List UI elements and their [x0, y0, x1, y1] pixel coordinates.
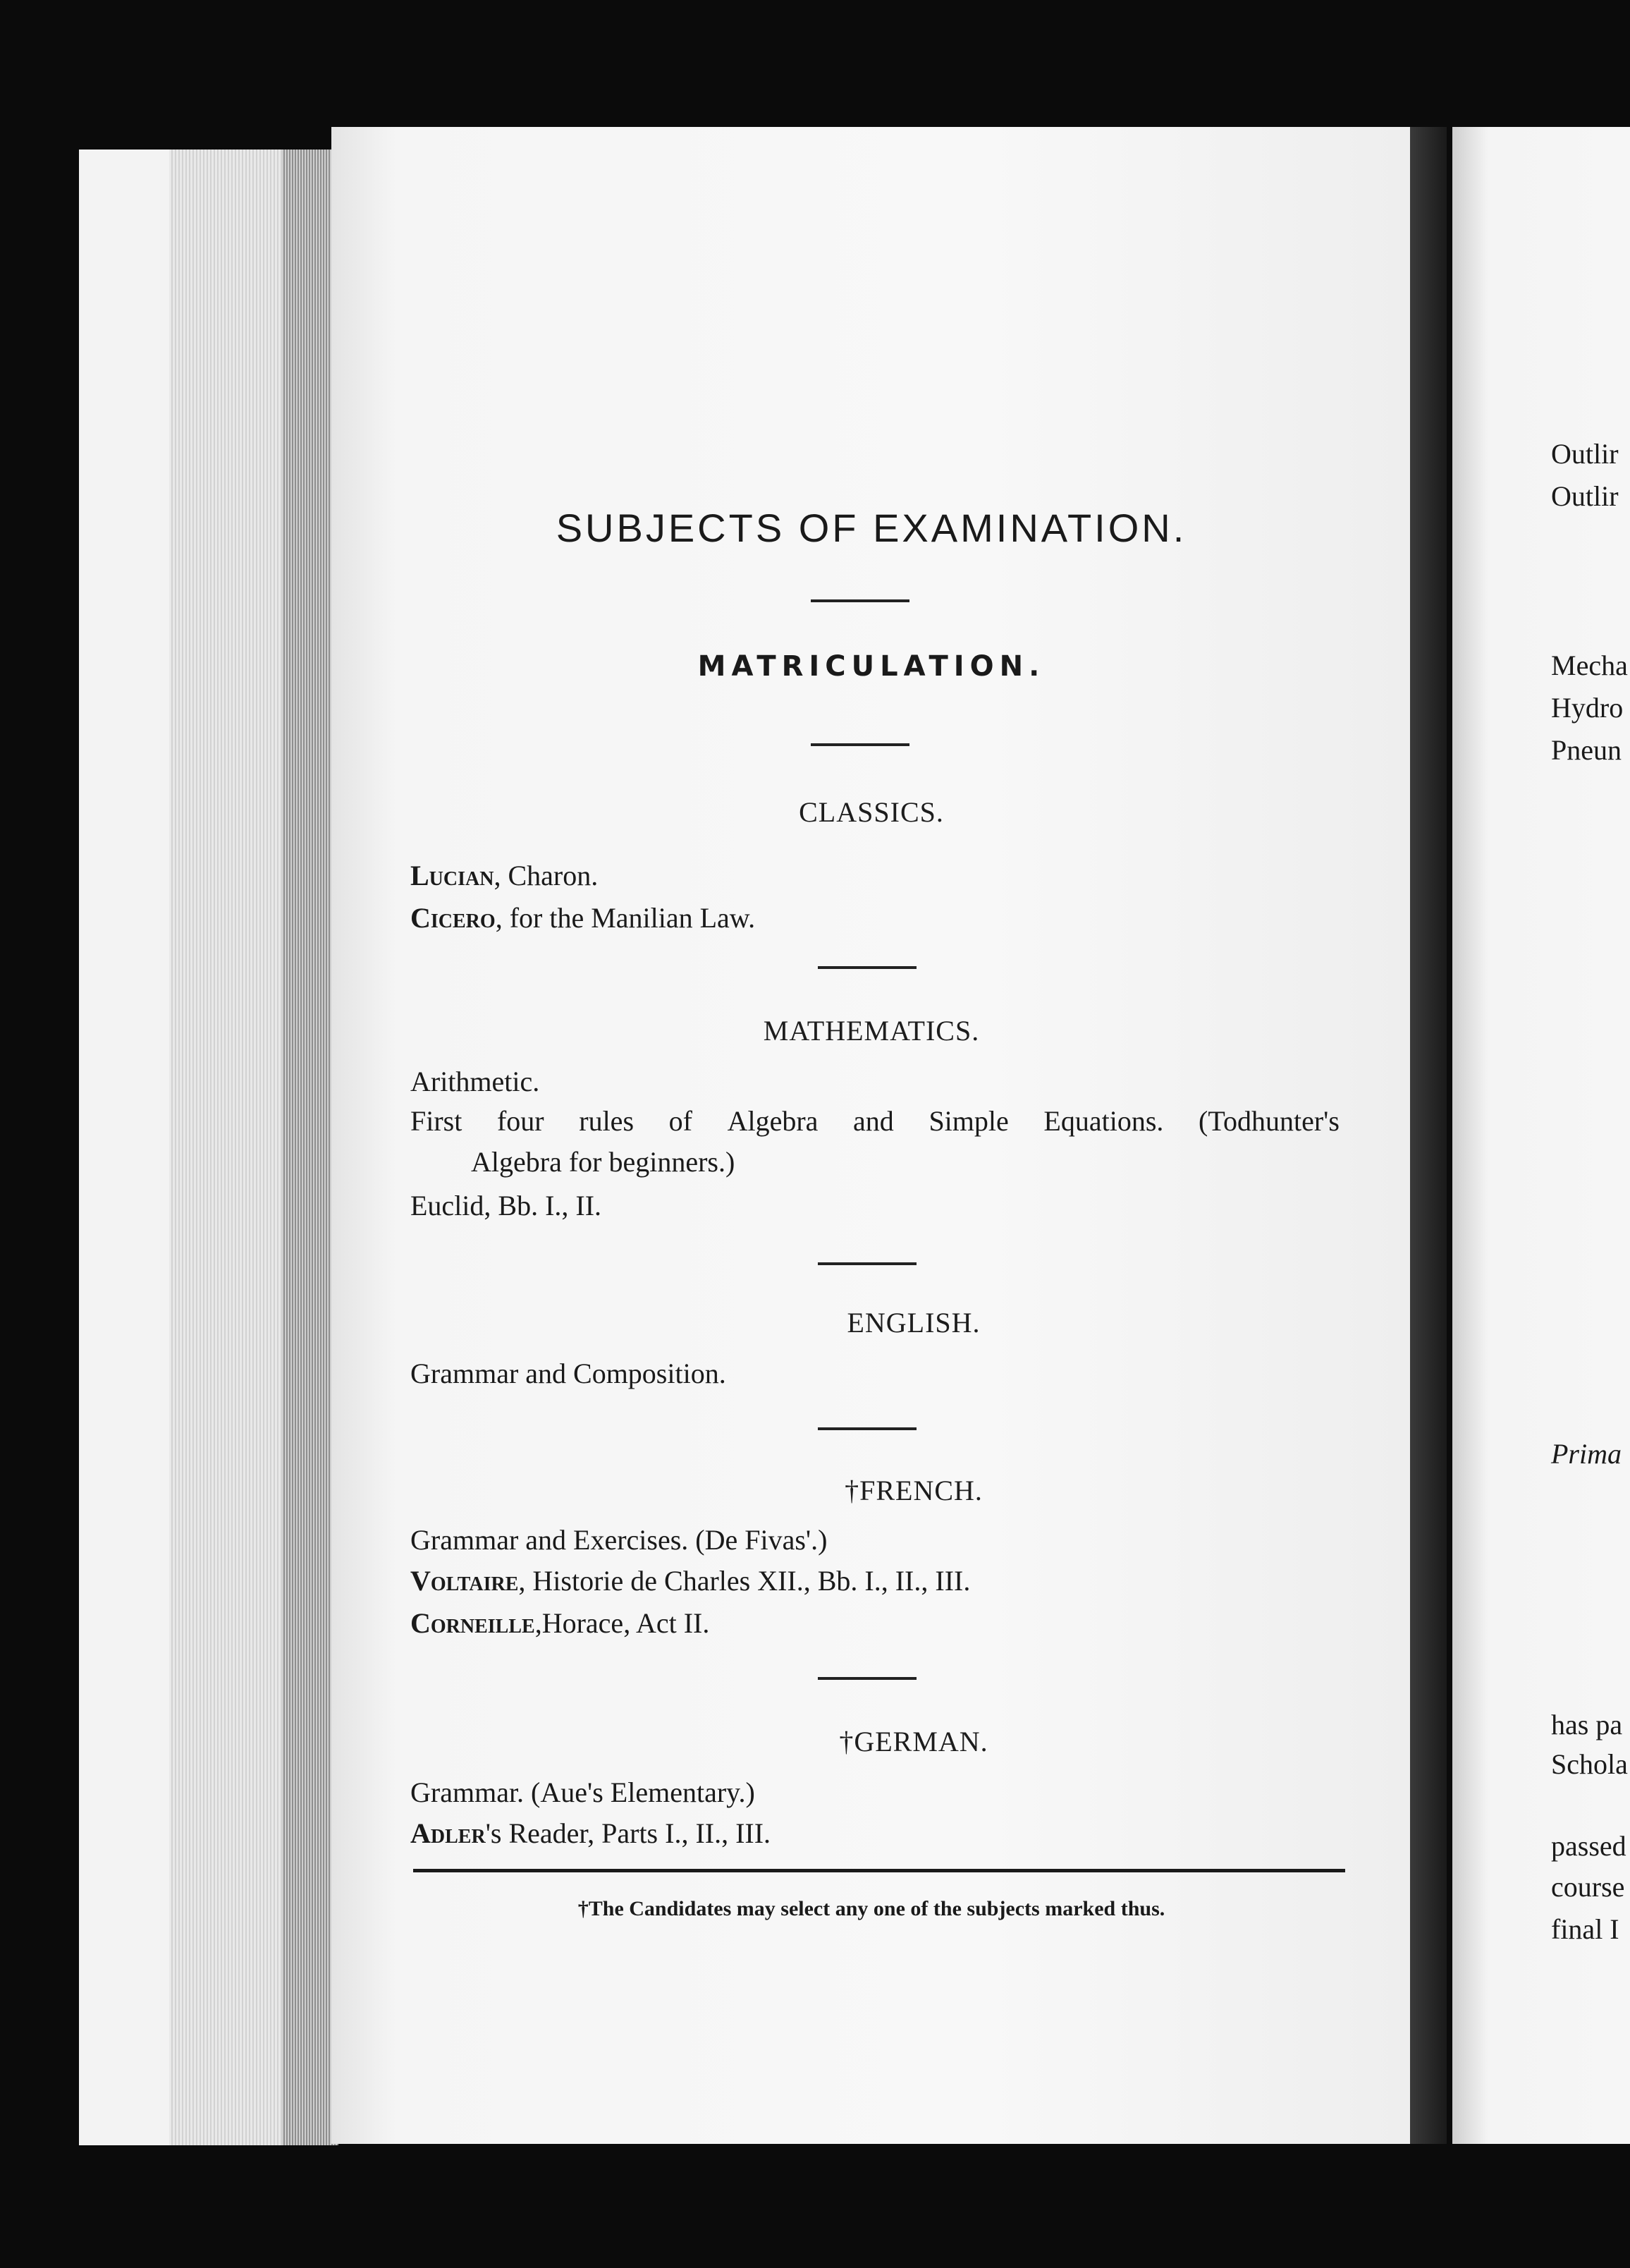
divider: [811, 599, 909, 602]
book-spine: [1410, 127, 1447, 2144]
right-page: [1452, 127, 1630, 2144]
german-line: Grammar. (Aue's Elementary.): [410, 1776, 755, 1808]
french-line: Voltaire, Historie de Charles XII., Bb. I., II., III.: [410, 1565, 971, 1597]
right-page-fragment: Hydro: [1551, 692, 1624, 724]
right-page-fragment: has pa: [1551, 1709, 1623, 1740]
page-gutter: [282, 150, 338, 2145]
mathematics-line: Algebra for beginners.): [471, 1146, 735, 1178]
divider: [818, 966, 917, 969]
divider: [811, 743, 909, 746]
heading-german: †GERMAN.: [839, 1726, 988, 1757]
divider: [818, 1677, 917, 1680]
french-line: Corneille,Horace, Act II.: [410, 1607, 710, 1639]
page-edges: [169, 150, 289, 2145]
right-page-fragment: Mecha: [1551, 650, 1628, 681]
right-page-fragment: Outlir: [1551, 438, 1619, 470]
right-page-fragment: course: [1551, 1871, 1625, 1903]
mathematics-line: Arithmetic.: [410, 1066, 540, 1097]
right-page-fragment: final I: [1551, 1913, 1619, 1945]
section-subtitle: MATRICULATION.: [697, 650, 1046, 683]
english-line: Grammar and Composition.: [410, 1358, 726, 1389]
divider: [818, 1262, 917, 1265]
page-title: SUBJECTS OF EXAMINATION.: [556, 506, 1187, 550]
right-page-fragment: Schola: [1551, 1748, 1628, 1780]
heading-french: †FRENCH.: [845, 1475, 983, 1506]
right-page-fragment: Outlir: [1551, 480, 1619, 512]
classics-line: Lucian, Charon.: [410, 860, 599, 891]
classics-line: Cicero, for the Manilian Law.: [410, 902, 756, 934]
right-page-fragment: Prima: [1551, 1438, 1622, 1470]
mathematics-line: Euclid, Bb. I., II.: [410, 1190, 602, 1221]
mathematics-line: First four rules of Algebra and Simple Equations. (Todhunter's: [410, 1105, 1340, 1137]
heading-mathematics: MATHEMATICS.: [763, 1015, 980, 1047]
heading-english: ENGLISH.: [847, 1307, 981, 1339]
heading-classics: CLASSICS.: [799, 796, 944, 828]
right-page-fragment: passed: [1551, 1830, 1626, 1862]
right-page-fragment: Pneun: [1551, 734, 1622, 766]
footnote-rule: [413, 1869, 1345, 1872]
divider: [818, 1427, 917, 1430]
french-line: Grammar and Exercises. (De Fivas'.): [410, 1524, 828, 1556]
german-line: Adler's Reader, Parts I., II., III.: [410, 1817, 771, 1849]
footnote: †The Candidates may select any one of the subjects marked thus.: [577, 1897, 1165, 1920]
